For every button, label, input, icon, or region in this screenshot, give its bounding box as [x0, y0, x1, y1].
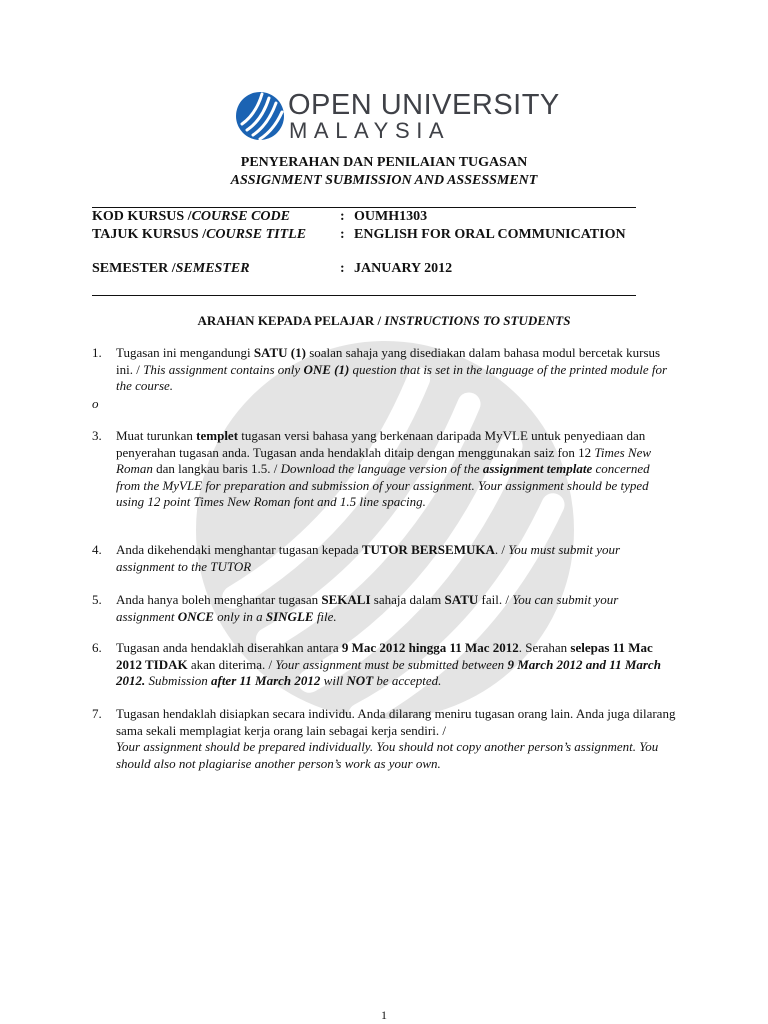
course-code-row: KOD KURSUS /COURSE CODE : OUMH1303	[92, 209, 428, 224]
document-title-malay: PENYERAHAN DAN PENILAIAN TUGASAN	[240, 155, 528, 170]
course-title-row: TAJUK KURSUS /COURSE TITLE : ENGLISH FOR ORAL COMMUNICATION	[92, 227, 626, 242]
item-text: Anda dikehendaki menghantar tugasan kepada TUTOR BERSEMUKA. / You must submit your assignment to the TUTOR	[116, 542, 621, 574]
instruction-item	[92, 592, 676, 625]
course-title-value: ENGLISH FOR ORAL COMMUNICATION	[354, 227, 626, 242]
item-text: Anda hanya boleh menghantar tugasan SEKALI sahaja dalam SATU fail. / You can submit your assignment ONCE only in a SINGLE file.	[116, 592, 619, 624]
item-number: 7.	[92, 706, 102, 721]
item-text: Tugasan anda hendaklah diserahkan antara 9 Mac 2012 hingga 11 Mac 2012. Serahan selepas 11 Mac 2012 TIDAK akan diterima. / Your assignment must be submitted between 9 March 2012 and 11 March 2012. Submission after 11 March 2012 will NOT be accepted.	[116, 640, 661, 688]
instructions-heading: ARAHAN KEPADA PELAJAR / INSTRUCTIONS TO STUDENTS	[197, 313, 571, 328]
item-number: 3.	[92, 428, 102, 443]
instruction-item	[92, 542, 676, 575]
course-code-value: OUMH1303	[354, 209, 428, 224]
page-number: 1	[381, 1008, 387, 1022]
item-number: 4.	[92, 542, 102, 557]
semester-value: JANUARY 2012	[354, 261, 453, 276]
semester-row: SEMESTER /SEMESTER : JANUARY 2012	[92, 261, 453, 276]
divider-bottom	[92, 295, 636, 296]
document-title-english: ASSIGNMENT SUBMISSION AND ASSESSMENT	[230, 173, 538, 188]
item-number: 6.	[92, 640, 102, 655]
item-text: Tugasan hendaklah disiapkan secara individu. Anda dilarang meniru tugasan orang lain. Anda juga dilarang sama sekali memplagiat kerja orang lain sebagai kerja sendiri. / Your assignment should be prepared individually. You should not copy another person’s assignment. You should also not plagiarise another person’s work as your own.	[116, 706, 676, 771]
course-code-label: KOD KURSUS /COURSE CODE	[92, 209, 290, 224]
instruction-item	[92, 706, 676, 772]
item-number: 1.	[92, 345, 102, 360]
divider-top	[92, 207, 636, 208]
item-number: 5.	[92, 592, 102, 607]
stray-mark: o	[92, 396, 99, 411]
logo-wordmark-line2: MALAYSIA	[289, 118, 451, 143]
item-text: Muat turunkan templet tugasan versi bahasa yang berkenaan daripada MyVLE untuk penyediaan dan penyerahan tugasan anda. Tugasan anda hendaklah ditaip dengan menggunakan saiz fon 12 Times New Roman dan langkau baris 1.5. / Download the language version of the assignment template concerned from the MyVLE for preparation and submission of your assignment. Your assignment should be typed using 12 point Times New Roman font and 1.5 line spacing.	[116, 428, 652, 509]
course-title-label: TAJUK KURSUS /COURSE TITLE	[92, 227, 307, 242]
instruction-item	[92, 640, 676, 690]
item-text: Tugasan ini mengandungi SATU (1) soalan sahaja yang disediakan dalam bahasa modul bercetak kursus ini. / This assignment contains only ONE (1) question that is set in the language of the printed module for the course.	[116, 345, 668, 393]
logo-wordmark-line1: OPEN UNIVERSITY	[288, 89, 560, 121]
semester-label: SEMESTER /SEMESTER	[92, 261, 250, 276]
instruction-item	[92, 428, 676, 511]
instruction-item	[92, 345, 676, 395]
